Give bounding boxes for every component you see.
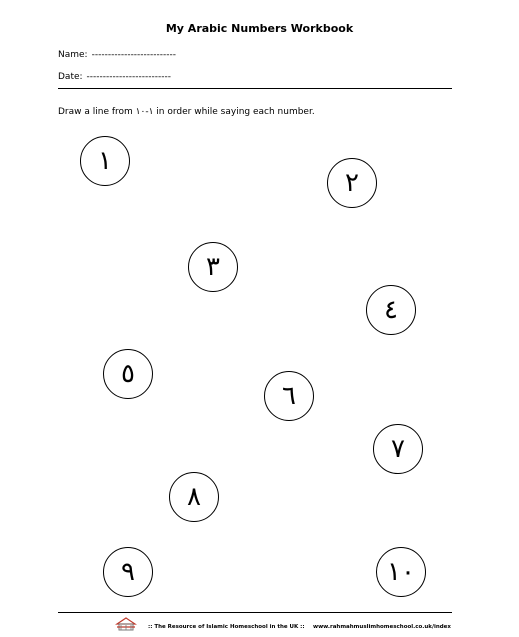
number-circle-2[interactable]: ٢ bbox=[327, 158, 377, 208]
header-divider bbox=[58, 88, 452, 89]
number-circle-8[interactable]: ٨ bbox=[169, 472, 219, 522]
name-label: Name: bbox=[58, 50, 88, 60]
footer bbox=[0, 619, 519, 633]
number-circle-3[interactable]: ٣ bbox=[188, 242, 238, 292]
house-logo-icon bbox=[115, 617, 137, 631]
number-circle-7[interactable]: ٧ bbox=[373, 424, 423, 474]
instruction-text: Draw a line from ١-١٠ in order while saying each number. bbox=[58, 107, 315, 117]
page-title: My Arabic Numbers Workbook bbox=[165, 22, 354, 35]
number-circle-9[interactable]: ٩ bbox=[103, 547, 153, 597]
date-label: Date: bbox=[58, 72, 83, 82]
date-field[interactable] bbox=[58, 72, 171, 82]
footer-url[interactable]: www.rahmahmuslimhomeschool.co.uk/index bbox=[313, 624, 451, 630]
date-blank: -------------------------- bbox=[86, 72, 171, 82]
number-circle-5[interactable]: ٥ bbox=[103, 349, 153, 399]
number-circle-10[interactable]: ١٠ bbox=[376, 547, 426, 597]
footer-tagline: :: The Resource of Islamic Homeschool in the UK :: bbox=[148, 624, 305, 630]
number-circle-4[interactable]: ٤ bbox=[366, 285, 416, 335]
footer-divider bbox=[58, 612, 452, 613]
name-blank: -------------------------- bbox=[91, 50, 177, 60]
name-field[interactable] bbox=[58, 50, 176, 60]
number-circle-1[interactable]: ١ bbox=[80, 136, 130, 186]
number-circle-6[interactable]: ٦ bbox=[264, 371, 314, 421]
